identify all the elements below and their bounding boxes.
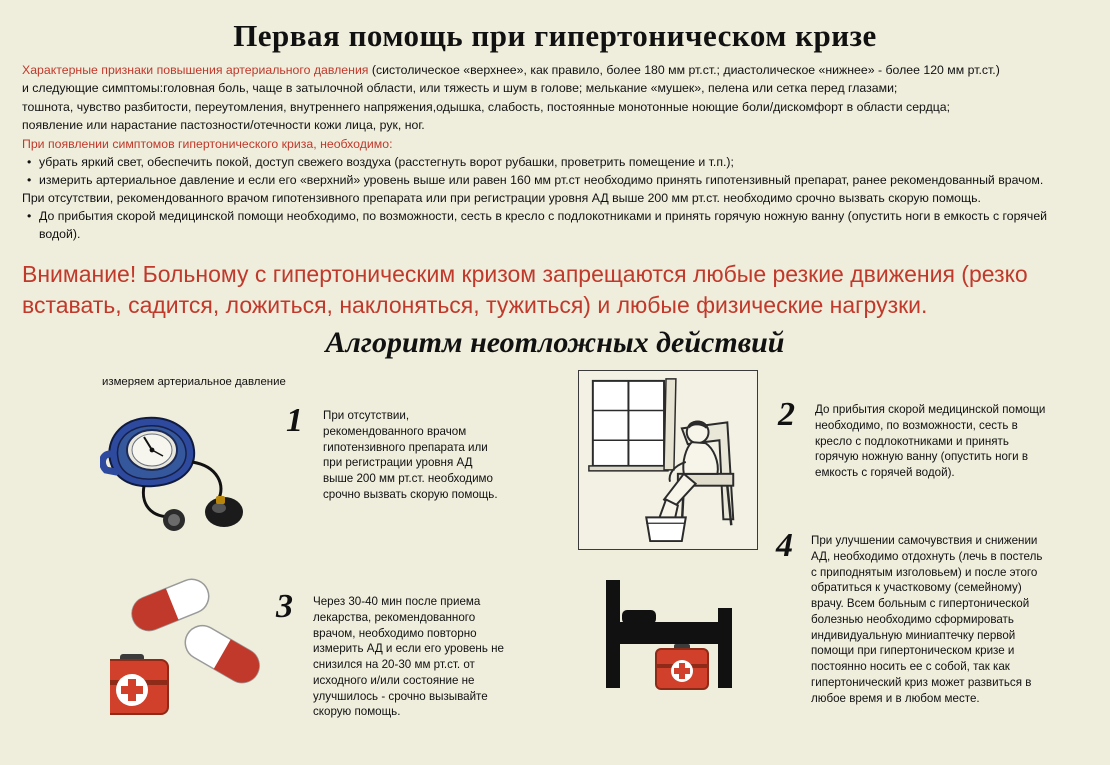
intro-plain-line: При отсутствии, рекомендованного врачом гипотензивного препарата или при регистрации уровня АД выше 200 мм рт.ст. необходимо срочно вызвать скорую помощь.	[22, 190, 981, 205]
algorithm-title: Алгоритм неотложных действий	[325, 326, 785, 360]
symptom-actions-list	[22, 154, 1088, 190]
intro-lead-red: Характерные признаки повышения артериального давления	[22, 63, 369, 77]
intro-line-3: тошнота, чувство разбитости, переутомления, внутреннего напряжения,одышка, слабость, постоянные монотонные ноющие боли/дискомфорт в области сердца;	[22, 99, 951, 114]
list-item: • До прибытия скорой медицинской помощи необходимо, по возможности, сесть в кресло с подлокотниками и принять горячую ножную ванну (опустить ноги в емкость с горячей водой).	[22, 208, 1088, 244]
warning-text: Внимание! Больному с гипертоническим кризом запрещаются любые резкие движения (резко вставать, садится, ложиться, наклоняться, тужиться) и любые физические нагрузки.	[22, 261, 1028, 318]
bed-and-first-aid-kit-illustration	[598, 570, 788, 710]
list-item: • убрать яркий свет, обеспечить покой, доступ свежего воздуха (расстегнуть ворот рубашки, проветрить помещение и т.п.);	[22, 154, 1088, 172]
step-1-text: При отсутствии, рекомендованного врачом гипотензивного препарата или при регистрации уровня АД выше 200 мм рт.ст. необходимо срочно вызвать скорую помощь.	[323, 409, 498, 501]
step-4-number: 4	[776, 527, 793, 565]
steps-grid	[22, 370, 1088, 765]
step-1-number: 1	[286, 402, 303, 440]
list-item: • измерить артериальное давление и если его «верхний» уровень выше или равен 160 мм рт.ст необходимо принять гипотензивный препарат, ранее рекомендованный врачом.	[22, 172, 1088, 190]
man-sitting-in-chair-illustration	[578, 370, 758, 550]
blood-pressure-monitor-illustration	[100, 404, 270, 544]
step-2-number: 2	[778, 396, 795, 434]
step-3-number: 3	[276, 588, 293, 626]
step-4-text: При улучшении самочувствия и снижении АД, необходимо отдохнуть (лечь в постель с приподнятым изголовьем) и после этого обратиться к участковому (семейному) врачу. Всем больным с гипертонической болезнью необходимо сформировать индивидуальную миниаптечку первой помощи при гипертоническом кризе и постоянно носить ее с собой, так как гипертонический криз может развиться в любое время и в любом месте.	[811, 534, 1043, 705]
page-title: Первая помощь при гипертоническом кризе	[233, 18, 877, 53]
step-2-text: До прибытия скорой медицинской помощи необходимо, по возможности, сесть в кресло с подлокотниками и принять горячую ножную ванну (опустить ноги в емкость с горячей водой).	[815, 403, 1046, 480]
intro-subhead: При появлении симптомов гипертонического криза, необходимо:	[22, 136, 393, 151]
intro-line-4: появление или нарастание пастозности/отечности кожи лица, рук, ног.	[22, 118, 425, 133]
intro-line-1	[22, 62, 1088, 79]
intro-line-2: и следующие симптомы:головная боль, чаще в затылочной области, или тяжесть и шум в голове; мелькание «мушек», пелена или сетка перед глазами;	[22, 81, 898, 96]
symptom-actions-list-2	[22, 208, 1088, 244]
step-3-text: Через 30-40 мин после приема лекарства, рекомендованного врачом, необходимо повторно измерить АД и если его уровень не снизился на 20-30 мм рт.ст. от исходного и/или состояние не улучшилось - срочно вызывайте скорую помощь.	[313, 595, 504, 719]
intro-block	[22, 62, 1088, 243]
step-1-caption: измеряем артериальное давление	[102, 376, 286, 389]
pills-and-first-aid-kit-illustration	[110, 574, 300, 724]
intro-lead-rest: (систолическое «верхнее», как правило, более 180 мм рт.ст.; диастолическое «нижнее» - более 120 мм рт.ст.)	[368, 63, 1000, 77]
